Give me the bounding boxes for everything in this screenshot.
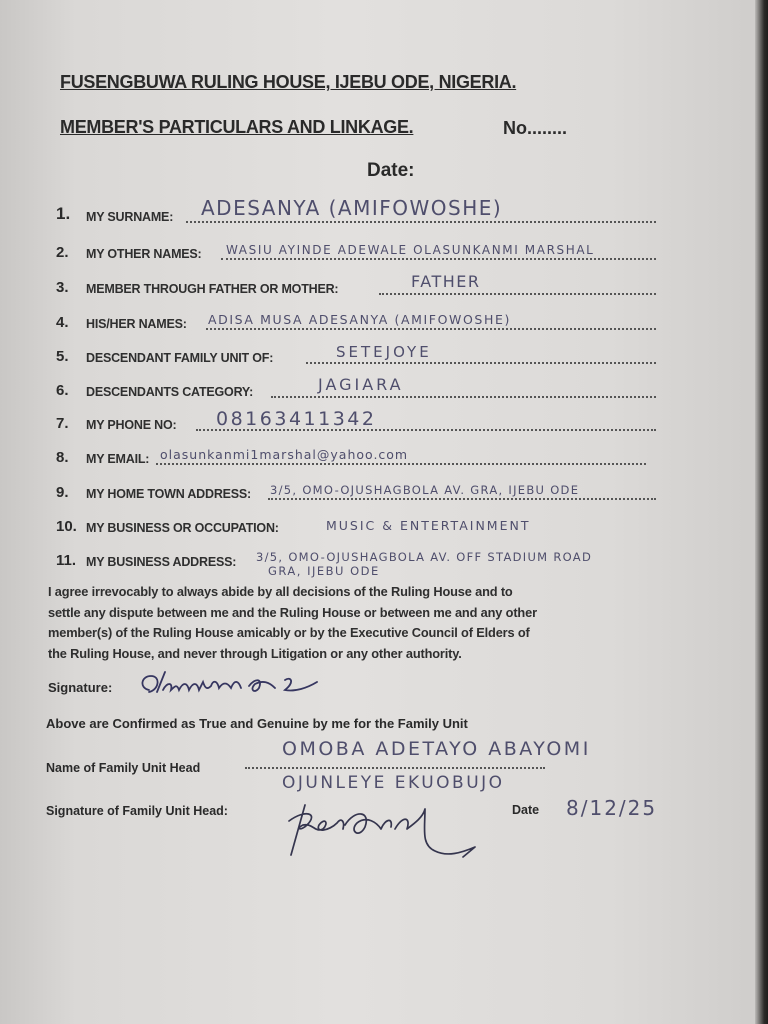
form-number-label: No........ [503, 118, 568, 138]
field-label: MEMBER THROUGH FATHER OR MOTHER: [86, 282, 339, 296]
form-title: FUSENGBUWA RULING HOUSE, IJEBU ODE, NIGERIA. [60, 72, 517, 92]
member-signature [135, 668, 335, 704]
field-label: MY BUSINESS OR OCCUPATION: [86, 521, 279, 535]
field-number: 10. [56, 518, 77, 535]
field-number: 9. [56, 484, 69, 501]
field-row-category [56, 375, 746, 399]
family-unit-value: SETEJOYE [336, 343, 432, 361]
occupation-value: MUSIC & ENTERTAINMENT [326, 518, 531, 533]
field-label: MY EMAIL: [86, 452, 150, 466]
field-number: 3. [56, 279, 69, 296]
business-address-value-line2: GRA, IJEBU ODE [268, 564, 380, 578]
field-label: DESCENDANT FAMILY UNIT OF: [86, 351, 274, 365]
field-number: 11. [56, 552, 77, 569]
surname-value: ADESANYA (AMIFOWOSHE) [201, 196, 503, 220]
agreement-line: settle any dispute between me and the Ruling House or between me and any other [48, 604, 537, 620]
field-number: 8. [56, 449, 69, 466]
field-row-member-through [56, 272, 746, 296]
field-row-other-names [56, 237, 746, 261]
field-row-phone [56, 408, 746, 432]
other-names-value: WASIU AYINDE ADEWALE OLASUNKANMI MARSHAL [226, 243, 595, 257]
unit-head-date-value: 8/12/25 [566, 796, 658, 820]
field-number: 2. [56, 244, 69, 261]
agreement-line: the Ruling House, and never through Litigation or any other authority. [48, 645, 462, 661]
field-row-occupation [56, 511, 746, 535]
scan-edge [755, 0, 768, 1024]
date-label: Date: [367, 160, 415, 181]
field-number: 6. [56, 382, 69, 399]
unit-head-name-value: OMOBA ADETAYO ABAYOMI [282, 738, 591, 760]
field-row-parent-names [56, 307, 746, 331]
email-value: olasunkanmi1marshal@yahoo.com [160, 447, 409, 462]
unit-head-date-label: Date [512, 803, 540, 817]
field-number: 5. [56, 348, 69, 365]
member-through-value: FATHER [411, 272, 481, 291]
business-address-value: 3/5, OMO-OJUSHAGBOLA AV. OFF STADIUM ROAD [256, 550, 593, 564]
field-number: 7. [56, 415, 69, 432]
agreement-line: I agree irrevocably to always abide by all decisions of the Ruling House and to [48, 584, 513, 599]
category-value: JAGIARA [318, 375, 404, 394]
field-label: MY SURNAME: [86, 210, 174, 224]
field-label: MY BUSINESS ADDRESS: [86, 555, 237, 569]
field-number: 1. [56, 204, 71, 223]
field-label: DESCENDANTS CATEGORY: [86, 385, 254, 399]
phone-value: 08163411342 [216, 408, 377, 430]
unit-head-name-label: Name of Family Unit Head [46, 761, 201, 775]
form-subtitle: MEMBER'S PARTICULARS AND LINKAGE. [60, 117, 414, 137]
unit-head-signature [285, 795, 500, 865]
field-row-surname [56, 196, 746, 224]
field-row-home-address [56, 477, 746, 501]
field-row-email [56, 442, 746, 466]
unit-head-name-value-line2: OJUNLEYE EKUOBUJO [282, 773, 505, 793]
fill-line [245, 764, 545, 769]
field-label: MY HOME TOWN ADDRESS: [86, 487, 252, 501]
parent-names-value: ADISA MUSA ADESANYA (AMIFOWOSHE) [208, 312, 511, 327]
agreement-line: member(s) of the Ruling House amicably or by the Executive Council of Elders of [48, 625, 530, 640]
field-label: HIS/HER NAMES: [86, 317, 187, 331]
field-row-family-unit [56, 341, 746, 365]
field-label: MY OTHER NAMES: [86, 247, 202, 261]
unit-head-signature-label: Signature of Family Unit Head: [46, 804, 228, 818]
agreement-paragraph [48, 582, 668, 664]
field-row-business-address [56, 545, 746, 569]
field-number: 4. [56, 314, 69, 331]
field-label: MY PHONE NO: [86, 418, 177, 432]
signature-label: Signature: [48, 680, 113, 695]
confirmation-text: Above are Confirmed as True and Genuine by me for the Family Unit [46, 716, 468, 731]
home-address-value: 3/5, OMO-OJUSHAGBOLA AV. GRA, IJEBU ODE [270, 483, 580, 497]
